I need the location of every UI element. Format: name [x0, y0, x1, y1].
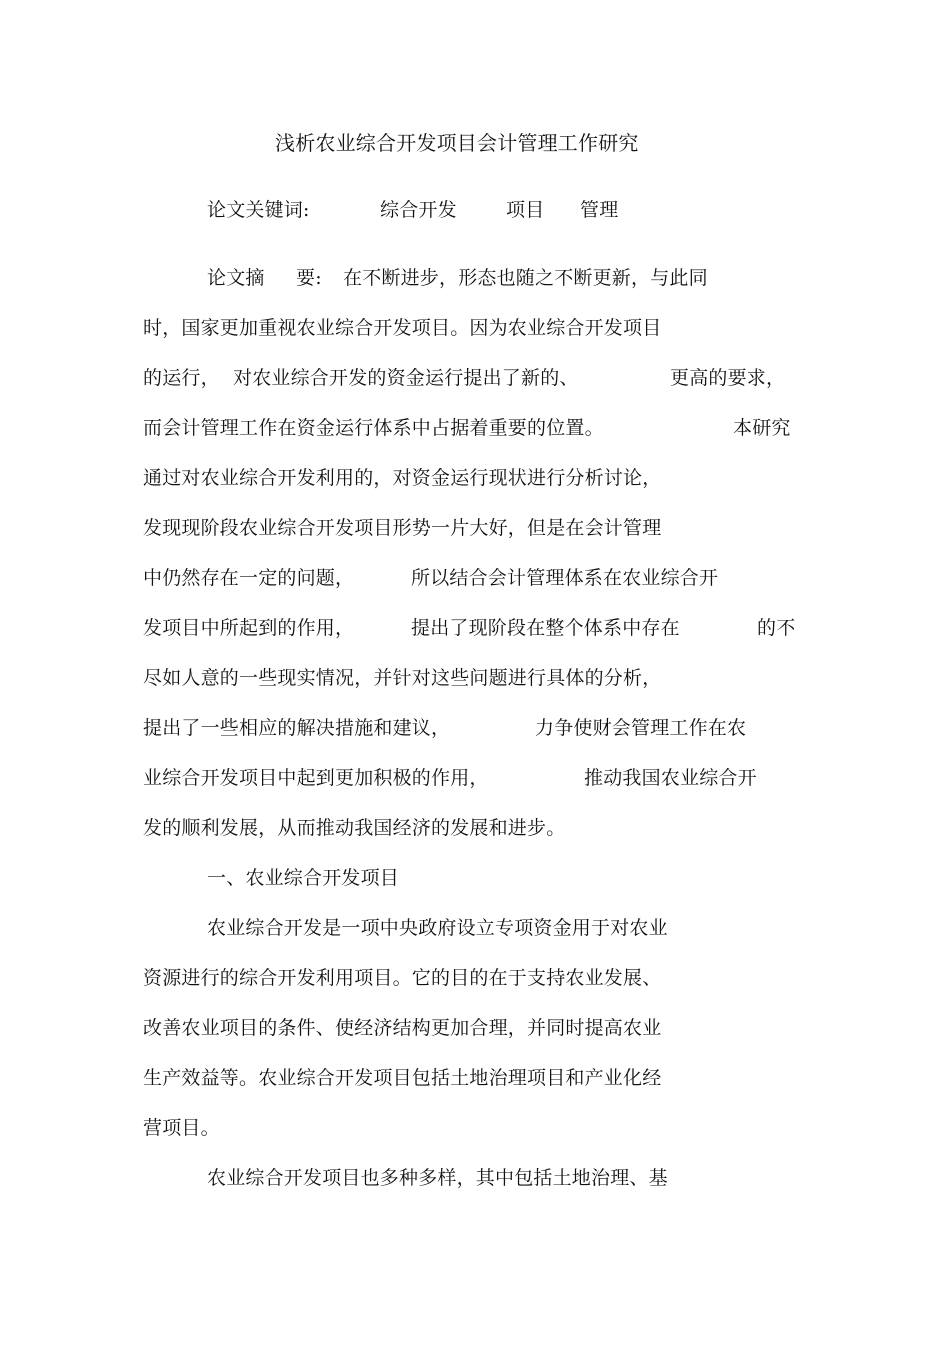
paragraph-line: 营项目。 [143, 1117, 220, 1139]
abstract-line: 发现现阶段农业综合开发项目形势一片大好，但是在会计管理 [143, 517, 662, 539]
abstract-line: 本研究 [733, 417, 791, 439]
abstract-line: 中仍然存在一定的问题， [143, 567, 355, 589]
abstract-line: 在不断进步，形态也随之不断更新，与此同 [343, 267, 708, 289]
abstract-line: 尽如人意的一些现实情况，并针对这些问题进行具体的分析， [143, 667, 662, 689]
keyword-item: 管理 [580, 199, 619, 221]
paragraph-line: 资源进行的综合开发利用项目。它的目的在于支持农业发展、 [143, 967, 662, 989]
abstract-label-suffix: 要: [296, 267, 322, 289]
abstract-label: 论文摘 [207, 267, 265, 289]
paragraph-line: 农业综合开发项目也多种多样，其中包括土地治理、基 [207, 1167, 668, 1189]
abstract-line: 更高的要求， [670, 367, 786, 389]
abstract-line: 发的顺利发展，从而推动我国经济的发展和进步。 [143, 817, 566, 839]
abstract-line: 而会计管理工作在资金运行体系中占据着重要的位置。 [143, 417, 604, 439]
abstract-line: 业综合开发项目中起到更加积极的作用， [143, 767, 489, 789]
abstract-line: 的运行， [143, 367, 220, 389]
abstract-line: 提出了现阶段在整个体系中存在 [411, 617, 680, 639]
abstract-line: 提出了一些相应的解决措施和建议， [143, 717, 451, 739]
section-heading: 一、农业综合开发项目 [207, 867, 400, 889]
abstract-line: 推动我国农业综合开 [584, 767, 757, 789]
abstract-line: 时，国家更加重视农业综合开发项目。因为农业综合开发项目 [143, 317, 662, 339]
abstract-line: 所以结合会计管理体系在农业综合开 [411, 567, 719, 589]
abstract-line: 通过对农业综合开发利用的，对资金运行现状进行分析讨论， [143, 467, 662, 489]
document-title: 浅析农业综合开发项目会计管理工作研究 [275, 131, 639, 155]
keywords-label: 论文关键词: [207, 199, 310, 221]
paragraph-line: 农业综合开发是一项中央政府设立专项资金用于对农业 [207, 917, 668, 939]
keyword-item: 综合开发 [380, 199, 457, 221]
abstract-line: 的不 [757, 617, 796, 639]
abstract-line: 力争使财会管理工作在农 [535, 717, 747, 739]
keyword-item: 项目 [506, 199, 545, 221]
abstract-line: 对农业综合开发的资金运行提出了新的、 [233, 367, 579, 389]
abstract-line: 发项目中所起到的作用， [143, 617, 355, 639]
paragraph-line: 改善农业项目的条件、使经济结构更加合理，并同时提高农业 [143, 1017, 662, 1039]
paragraph-line: 生产效益等。农业综合开发项目包括土地治理项目和产业化经 [143, 1067, 662, 1089]
